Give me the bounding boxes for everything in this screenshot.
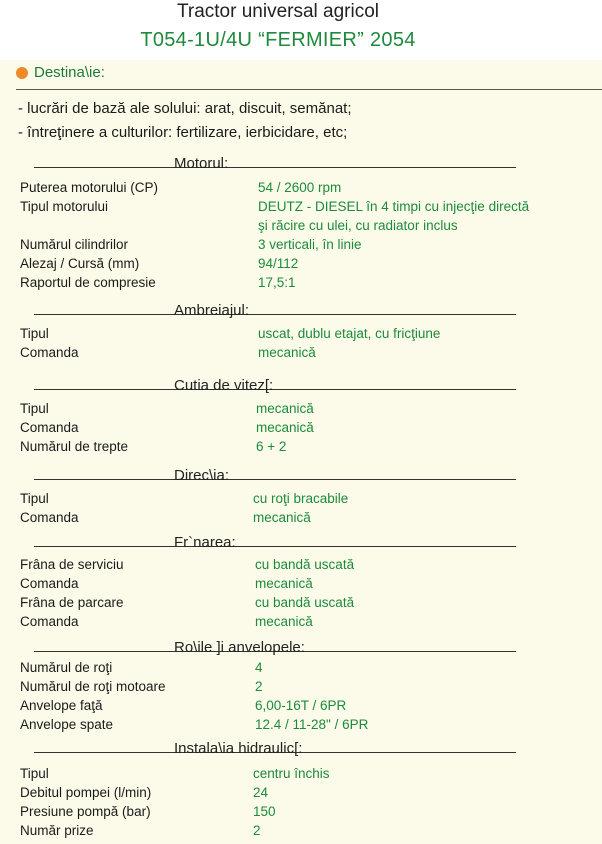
spec-label: Frâna de serviciu bbox=[20, 557, 124, 572]
spec-label: Comanda bbox=[20, 614, 79, 629]
spec-label: Numărul cilindrilor bbox=[20, 237, 129, 252]
spec-label: Frâna de parcare bbox=[20, 595, 124, 610]
bullet-icon bbox=[16, 67, 28, 79]
spec-label: Tipul bbox=[20, 326, 49, 341]
divider bbox=[16, 89, 602, 90]
spec-value: mecanică bbox=[258, 345, 316, 360]
section-heading-motor bbox=[34, 148, 516, 172]
section-title: Motorul: bbox=[174, 155, 229, 172]
section-title: Ro\ile ]i anvelopele: bbox=[174, 639, 305, 656]
spec-label: Presiune pompă (bar) bbox=[20, 804, 151, 819]
spec-value: 3 verticali, în linie bbox=[258, 237, 362, 252]
spec-value: mecanică bbox=[255, 576, 313, 591]
spec-label: Tipul bbox=[20, 401, 49, 416]
spec-value: cu bandă uscată bbox=[255, 557, 355, 572]
spec-label: Tipul bbox=[20, 766, 49, 781]
spec-value: mecanică bbox=[256, 420, 314, 435]
section-heading-brakes bbox=[34, 527, 516, 551]
section-heading-wheels bbox=[34, 632, 516, 656]
spec-label: Tipul bbox=[20, 491, 49, 506]
spec-value: 94/112 bbox=[258, 256, 299, 271]
spec-value: 2 bbox=[253, 823, 261, 838]
section-title: Cutia de vitez[: bbox=[174, 377, 274, 394]
spec-value: 6,00-16T / 6PR bbox=[255, 698, 347, 713]
spec-value: mecanică bbox=[256, 401, 314, 416]
spec-value: 150 bbox=[253, 804, 276, 819]
section-heading-clutch bbox=[34, 295, 516, 319]
spec-label: Debitul pompei (l/min) bbox=[20, 785, 152, 800]
spec-value: centru închis bbox=[253, 766, 330, 781]
spec-value: 12.4 / 11-28" / 6PR bbox=[255, 717, 369, 732]
destination-line: - întreţinere a culturilor: fertilizare, ierbicidare, etc; bbox=[18, 124, 348, 141]
spec-label: Comanda bbox=[20, 345, 79, 360]
spec-value: 2 bbox=[255, 679, 263, 694]
spec-label: Numărul de trepte bbox=[20, 439, 129, 454]
spec-label: Comanda bbox=[20, 510, 79, 525]
section-rule bbox=[34, 314, 516, 315]
spec-value: cu bandă uscată bbox=[255, 595, 355, 610]
spec-value-continued: şi răcire cu ulei, cu radiator inclus bbox=[258, 218, 458, 233]
spec-label: Alezaj / Cursă (mm) bbox=[20, 256, 140, 271]
spec-label: Anvelope spate bbox=[20, 717, 114, 732]
model-title: T054-1U/4U “FERMIER” 2054 bbox=[140, 29, 416, 51]
spec-label: Puterea motorului (CP) bbox=[20, 180, 159, 195]
section-rule bbox=[34, 389, 516, 390]
section-title: Direc\ia: bbox=[174, 467, 230, 484]
spec-value: 17,5:1 bbox=[258, 275, 296, 290]
spec-label: Numărul de roţi bbox=[20, 660, 113, 675]
page-title: Tractor universal agricol bbox=[176, 1, 380, 22]
spec-value: 6 + 2 bbox=[256, 439, 287, 454]
section-heading-gearbox bbox=[34, 370, 516, 394]
spec-label: Raportul de compresie bbox=[20, 275, 156, 290]
spec-label: Tipul motorului bbox=[20, 199, 109, 214]
spec-value: mecanică bbox=[253, 510, 311, 525]
spec-label: Comanda bbox=[20, 420, 79, 435]
section-rule bbox=[34, 167, 516, 168]
section-title: Ambreiajul: bbox=[174, 302, 250, 319]
destination-line: - lucrări de bază ale solului: arat, discuit, semănat; bbox=[18, 100, 352, 117]
section-title: Instala\ia hidraulic[: bbox=[174, 740, 303, 757]
spec-label: Anvelope faţă bbox=[20, 698, 103, 713]
spec-label: Comanda bbox=[20, 576, 79, 591]
spec-label: Numărul de roţi motoare bbox=[20, 679, 166, 694]
spec-value: 4 bbox=[255, 660, 263, 675]
spec-value: uscat, dublu etajat, cu fricţiune bbox=[258, 326, 441, 341]
spec-value: DEUTZ - DIESEL în 4 timpi cu injecţie directă bbox=[258, 199, 530, 214]
destination-label: Destina\ie: bbox=[34, 64, 105, 81]
section-rule bbox=[34, 479, 516, 480]
spec-value: mecanică bbox=[255, 614, 313, 629]
spec-value: 54 / 2600 rpm bbox=[258, 180, 342, 195]
section-heading-steering bbox=[34, 460, 516, 484]
spec-label: Număr prize bbox=[20, 823, 94, 838]
spec-value: cu roţi bracabile bbox=[253, 491, 349, 506]
section-title: Fr`narea: bbox=[174, 534, 236, 551]
section-rule bbox=[34, 546, 516, 547]
header bbox=[0, 0, 602, 60]
spec-value: 24 bbox=[253, 785, 269, 800]
section-heading-hydraulics bbox=[34, 733, 516, 757]
destination-heading bbox=[16, 64, 105, 81]
